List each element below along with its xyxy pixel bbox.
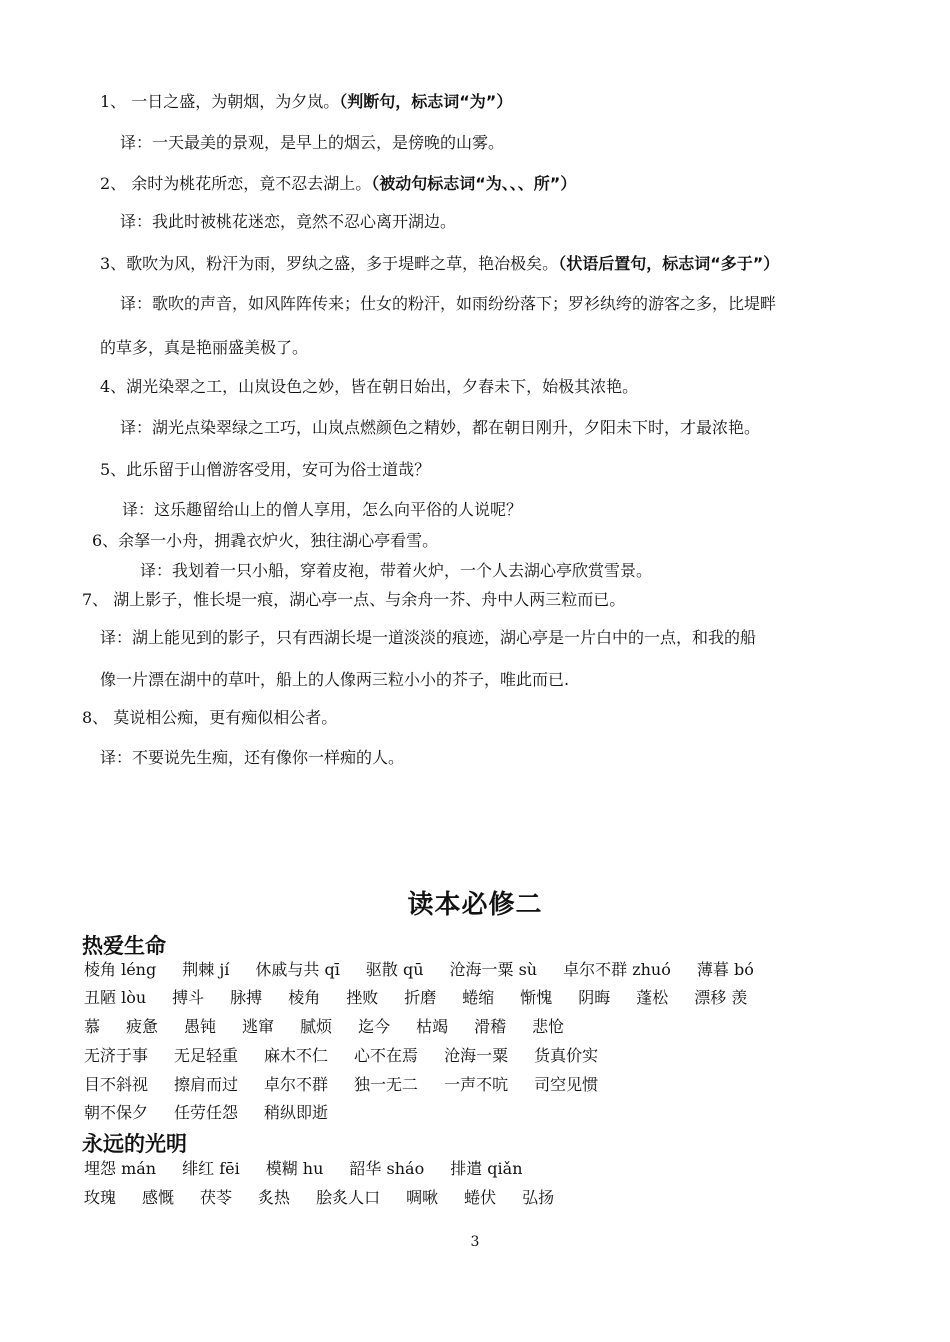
sentence-2: 2、 余时为桃花所恋，竟不忍去湖上。（被动句标志词“为、、、所”） <box>100 174 577 193</box>
section-title: 读本必修二 <box>407 890 543 920</box>
translation-5: 译：这乐趣留给山上的僧人享用，怎么向平俗的人说呢？ <box>122 500 523 519</box>
sentence-4: 4、湖光染翠之工，山岚设色之妙，皆在朝日始出，夕舂未下，始极其浓艳。 <box>100 377 639 396</box>
vocab-row: 慕 疲惫 愚钝 逃窜 腻烦 迄今 枯竭 滑稽 悲怆 <box>84 1017 565 1036</box>
translation-7a: 译：湖上能见到的影子，只有西湖长堤一道淡淡的痕迹，湖心亭是一片白中的一点，和我的船 <box>100 628 757 647</box>
vocab-row: 目不斜视 擦肩而过 卓尔不群 独一无二 一声不吭 司空见惯 <box>84 1075 599 1094</box>
translation-8: 译：不要说先生痴，还有像你一样痴的人。 <box>100 748 405 767</box>
vocab-row: 棱角 léng 荆棘 jí 休戚与共 qī 驱散 qū 沧海一粟 sù 卓尔不群 zhuó 薄暮 bó <box>84 960 754 979</box>
lesson-heading-2: 永远的光明 <box>82 1132 187 1156</box>
translation-6: 译：我划着一只小船，穿着皮袍，带着火炉，一个人去湖心亭欣赏雪景。 <box>140 561 653 580</box>
vocab-row: 无济于事 无足轻重 麻木不仁 心不在焉 沧海一粟 货真价实 <box>84 1046 599 1065</box>
sentence-7: 7、 湖上影子，惟长堤一痕，湖心亭一点、与余舟一芥、舟中人两三粒而已。 <box>82 590 626 609</box>
translation-3b: 的草多，真是艳丽盛美极了。 <box>100 338 309 357</box>
page-number: 3 <box>470 1234 480 1250</box>
translation-4: 译：湖光点染翠绿之工巧，山岚点燃颜色之精妙，都在朝日刚升，夕阳未下时，才最浓艳。 <box>120 418 761 437</box>
sentence-5: 5、此乐留于山僧游客受用，安可为俗士道哉？ <box>100 460 431 479</box>
translation-7b: 像一片漂在湖中的草叶，船上的人像两三粒小小的芥子，唯此而已. <box>100 670 570 689</box>
sentence-3: 3、歌吹为风，粉汗为雨，罗纨之盛，多于堤畔之草，艳冶极矣。（状语后置句，标志词“多于”） <box>100 254 780 273</box>
sentence-6: 6、余拏一小舟，拥毳衣炉火，独往湖心亭看雪。 <box>92 531 439 550</box>
sentence-1: 1、 一日之盛，为朝烟，为夕岚。（判断句，标志词“为”） <box>100 92 513 111</box>
translation-1: 译：一天最美的景观，是早上的烟云，是傍晚的山雾。 <box>120 133 505 152</box>
vocab-row: 丑陋 lòu 搏斗 脉搏 棱角 挫败 折磨 蜷缩 惭愧 阴晦 蓬松 漂移 羡 <box>84 988 748 1007</box>
translation-3a: 译：歌吹的声音，如风阵阵传来；仕女的粉汗，如雨纷纷落下；罗衫纨绔的游客之多，比堤畔 <box>120 294 777 313</box>
vocab-row: 埋怨 mán 绯红 fēi 模糊 hu 韶华 sháo 排遣 qiǎn <box>84 1159 523 1178</box>
vocab-row: 玫瑰 感慨 茯苓 炙热 脍炙人口 啁啾 蜷伏 弘扬 <box>84 1188 555 1207</box>
vocab-row: 朝不保夕 任劳任怨 稍纵即逝 <box>84 1103 329 1122</box>
sentence-8: 8、 莫说相公痴，更有痴似相公者。 <box>82 708 338 727</box>
lesson-heading-1: 热爱生命 <box>82 934 166 958</box>
translation-2: 译：我此时被桃花迷恋，竟然不忍心离开湖边。 <box>120 212 457 231</box>
